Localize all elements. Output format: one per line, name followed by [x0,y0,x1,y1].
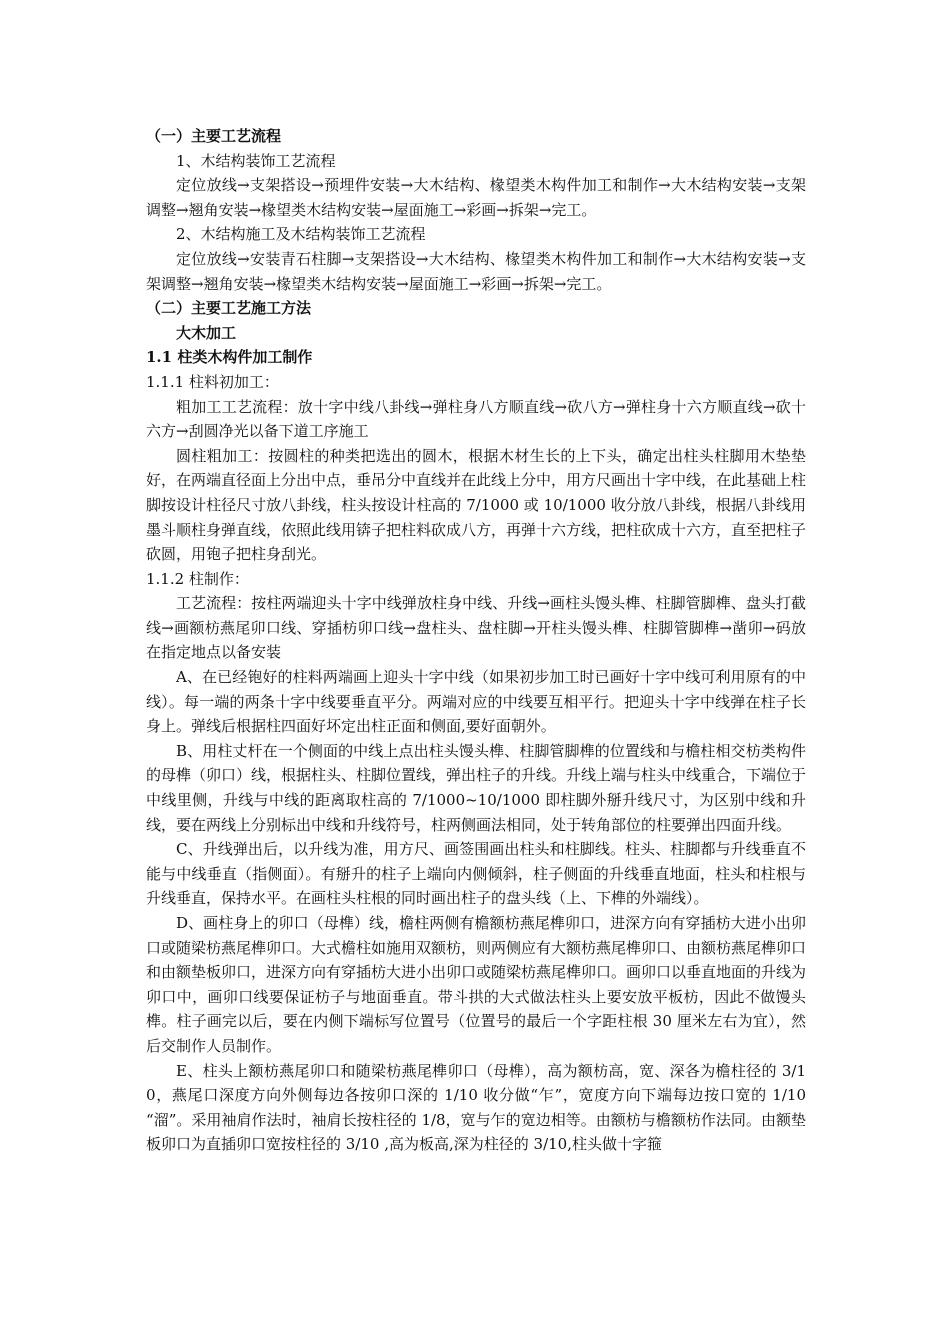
paragraph-b: B、用柱丈杆在一个侧面的中线上点出柱头馒头榫、柱脚管脚榫的位置线和与檐柱相交枋类构件的母榫（卯口）线，根据柱头、柱脚位置线，弹出柱子的升线。升线上端与柱头中线重合，下端位于中线里侧，升线与中线的距离取柱高的 7/1000~10/1000 即柱脚外掰升线尺寸，为区别中线和升线，要在两线上分别标出中线和升线符号，柱两侧画法相同，处于转角部位的柱要弹出四面升线。 [146,741,807,834]
document-body [146,124,806,1157]
paragraph-d: D、画柱身上的卯口（母榫）线，檐柱两侧有檐额枋燕尾榫卯口，进深方向有穿插枋大进小出卯口或随梁枋燕尾榫卯口。大式檐柱如施用双额枋，则两侧应有大额枋燕尾榫卯口、由额枋燕尾榫卯口和由额垫板卯口，进深方向有穿插枋大进小出卯口或随梁枋燕尾榫卯口。画卯口以垂直地面的升线为卯口中，画卯口线要保证枋子与地面垂直。带斗拱的大式做法柱头上要安放平板枋，因此不做馒头榫。柱子画完以后，要在内侧下端标写位置号（位置号的最后一个字距柱根 30 厘米左右为宜），然后交制作人员制作。 [146,914,807,1055]
paragraph-rough-processing: 粗加工工艺流程：放十字中线八卦线→弹柱身八方顺直线→砍八方→弹柱身十六方顺直线→砍十六方→刮圆净光以备下道工序施工 [146,397,806,441]
paragraph-c: C、升线弹出后，以升线为准，用方尺、画签围画出柱头和柱脚线。柱头、柱脚都与升线垂直不能与中线垂直（指侧面）。有掰升的柱子上端向内侧倾斜，柱子侧面的升线垂直地面，柱头和柱根与升线垂直，保持水平。在画柱头柱根的同时画出柱子的盘头线（上、下榫的外端线）。 [146,840,806,908]
paragraph-flow-2: 定位放线→安装青石柱脚→支架搭设→大木结构、椽望类木构件加工和制作→大木结构安装→支架调整→翘角安装→椽望类木结构安装→屋面施工→彩画→拆架→完工。 [146,249,806,293]
section-1-1-2: 1.1.2 柱制作： [146,569,249,588]
paragraph-round-column: 圆柱粗加工：按圆柱的种类把选出的圆木，根据木材生长的上下头，确定出柱头柱脚用木垫垫好，在两端直径面上分出中点，垂吊分中直线并在此线上分中，用方尺画出十字中线，在此基础上柱脚按设计柱径尺寸放八卦线，柱头按设计柱高的 7/1000 或 10/1000 收分放八卦线，根据八卦线用墨斗顺柱身弹直线，依照此线用锛子把柱料砍成八方，再弹十六方线，把柱砍成十六方，直至把柱子砍圆，用铇子把柱身刮光。 [146,446,807,564]
subheading-wood-construction-flow: 2、木结构施工及木结构装饰工艺流程 [176,225,426,244]
paragraph-flow-1: 定位放线→支架搭设→预埋件安装→大木结构、椽望类木构件加工和制作→大木结构安装→支架调整→翘角安装→椽望类木结构安装→屋面施工→彩画→拆架→完工。 [146,176,806,219]
heading-main-process: （一）主要工艺流程 [146,127,282,145]
subheading-wood-decoration-flow: 1、木结构装饰工艺流程 [176,151,336,170]
paragraph-a: A、在已经铇好的柱料两端画上迎头十字中线（如果初步加工时已画好十字中线可利用原有的中线）。每一端的两条十字中线要垂直平分。两端对应的中线要互相平行。把迎头十字中线弹在柱子长身上。弹线后根据柱四面好坏定出柱正面和侧面,要好面朝外。 [146,668,806,736]
heading-large-wood-processing: 大木加工 [176,323,237,342]
paragraph-process: 工艺流程：按柱两端迎头十字中线弹放柱身中线、升线→画柱头馒头榫、柱脚管脚榫、盘头打截线→画额枋燕尾卯口线、穿插枋卯口线→盘柱头、盘柱脚→开柱头馒头榫、柱脚管脚榫→凿卯→码放在指定地点以备安装 [146,594,806,662]
section-1-1-1: 1.1.1 柱料初加工： [146,372,279,391]
paragraph-e: E、柱头上额枋燕尾卯口和随梁枋燕尾榫卯口（母榫），高为额枋高，宽、深各为檐柱径的 3/10，燕尾口深度方向外侧每边各按卯口深的 1/10 收分做“乍”，宽度方向下端每边按口宽的 1/10 “溜”。采用袖肩作法时，袖肩长按柱径的 1/8，宽与乍的宽边相等。由额枋与檐额枋作法同。由额垫板卯口为直插卯口宽按柱径的 3/10 ,高为板高,深为柱径的 3/10,柱头做十字箍 [146,1061,806,1154]
heading-main-methods: （二）主要工艺施工方法 [146,299,312,318]
section-1-1: 1.1 柱类木构件加工制作 [146,348,313,367]
